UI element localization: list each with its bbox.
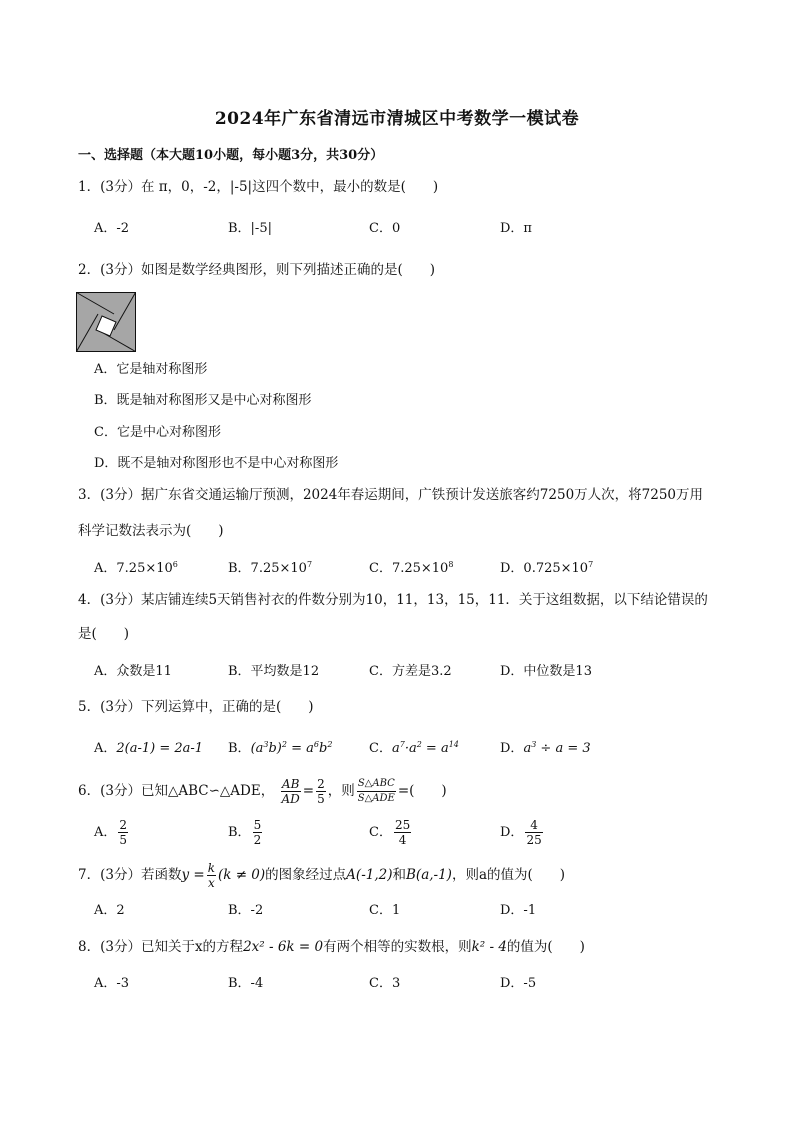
- option-b: B．$7.25\times 10^7$: [228, 560, 313, 576]
- option-d: D． $\frac{4}{25}$: [500, 818, 542, 847]
- question-2-option-a: A．它是轴对称图形: [94, 362, 208, 377]
- question-1-stem: 1．(3分）在 π，0，-2，|-5|这四个数中，最小的数是( ): [78, 179, 439, 195]
- option-b: B． $\frac{5}{2}$: [228, 818, 262, 847]
- pinwheel-square-figure: [76, 292, 136, 352]
- question-3-options: [94, 559, 654, 583]
- question-3-stem-line-2: 科学记数法表示为( ): [78, 523, 224, 539]
- question-8-options: [94, 974, 654, 998]
- option-d: D．π: [500, 221, 532, 236]
- question-3-stem-line-1: 3．(3分）据广东省交通运输厅预测，2024年春运期间，广铁预计发送旅客约7250万人次，将7250万用: [78, 487, 704, 503]
- option-c: C．$7.25\times 10^8$: [369, 560, 454, 576]
- question-4-stem-line-1: 4．(3分）某店铺连续5天销售衬衣的件数分别为10，11，13，15，11．关于这组数据，以下结论错误的: [78, 592, 708, 608]
- question-5-options: [94, 739, 654, 763]
- option-c: C．1: [369, 903, 401, 918]
- question-5-stem: 5．(3分）下列运算中，正确的是( ): [78, 699, 314, 715]
- section-heading: 一、选择题（本大题10小题，每小题3分，共30分）: [78, 148, 384, 163]
- option-d: D．$a^3 \div a = 3$: [500, 740, 591, 756]
- option-b: B．-4: [228, 976, 264, 991]
- option-a: A．-3: [94, 976, 130, 991]
- option-a: A．2(a-1) = 2a-1: [94, 741, 204, 756]
- question-1-options: [94, 219, 654, 243]
- option-d: D．$0.725\times 10^7$: [500, 560, 594, 576]
- question-2-option-d: D．既不是轴对称图形也不是中心对称图形: [94, 456, 339, 471]
- option-a: A．2: [94, 903, 125, 918]
- option-c: C．3: [369, 976, 401, 991]
- option-a: A． $\frac{2}{5}$: [94, 818, 128, 847]
- option-b: B．平均数是12: [228, 664, 320, 679]
- option-c: C．方差是3.2: [369, 664, 452, 679]
- question-4-options: [94, 662, 654, 686]
- option-d: D．-1: [500, 903, 537, 918]
- question-2-stem: 2．(3分）如图是数学经典图形，则下列描述正确的是( ): [78, 262, 435, 278]
- option-a: A．众数是11: [94, 664, 172, 679]
- option-c: C． $\frac{25}{4}$: [369, 818, 411, 847]
- ratio-fraction: $\frac{AB}{AD}$: [281, 777, 300, 806]
- option-d: D．-5: [500, 976, 537, 991]
- question-7-options: [94, 901, 654, 925]
- page-title: 2024年广东省清远市清城区中考数学一模试卷: [214, 109, 580, 129]
- option-b: B．-2: [228, 903, 264, 918]
- ratio-value-fraction: $\frac{2}{5}$: [317, 777, 325, 806]
- option-c: C．0: [369, 221, 401, 236]
- option-c: C．$a^7\cdot a^2 = a^{14}$: [369, 740, 459, 756]
- option-b: B．|-5|: [228, 221, 272, 236]
- option-a: A．$7.25\times 10^6$: [94, 560, 178, 576]
- option-a: A．-2: [94, 221, 130, 236]
- question-6-options: [94, 818, 654, 847]
- question-2-option-b: B．既是轴对称图形又是中心对称图形: [94, 393, 312, 408]
- option-d: D．中位数是13: [500, 664, 592, 679]
- question-6-stem: 6．(3分）已知△ABC∽△ADE， $\frac{AB}{AD}$ = $\frac{2}{5}$ ，则 $\frac{\text{S△ABC}}{\text{S△ADE}}$ =( ): [78, 777, 447, 806]
- question-4-stem-line-2: 是( ): [78, 626, 130, 642]
- question-2-option-c: C．它是中心对称图形: [94, 425, 221, 440]
- option-b: B．$(a^3b)^2 = a^6b^2$: [228, 740, 333, 756]
- area-ratio-fraction: $\frac{\text{S△ABC}}{\text{S△ADE}}$: [357, 778, 395, 804]
- question-7-stem: 7．(3分）若函数y = $\frac{k}{x}$ (k ≠ 0)的图象经过点A(-1,2)和B(a,-1)，则a的值为( ): [78, 861, 566, 890]
- question-8-stem: 8．(3分）已知关于x的方程2x² - 6k = 0有两个相等的实数根，则k² - 4的值为( ): [78, 939, 585, 955]
